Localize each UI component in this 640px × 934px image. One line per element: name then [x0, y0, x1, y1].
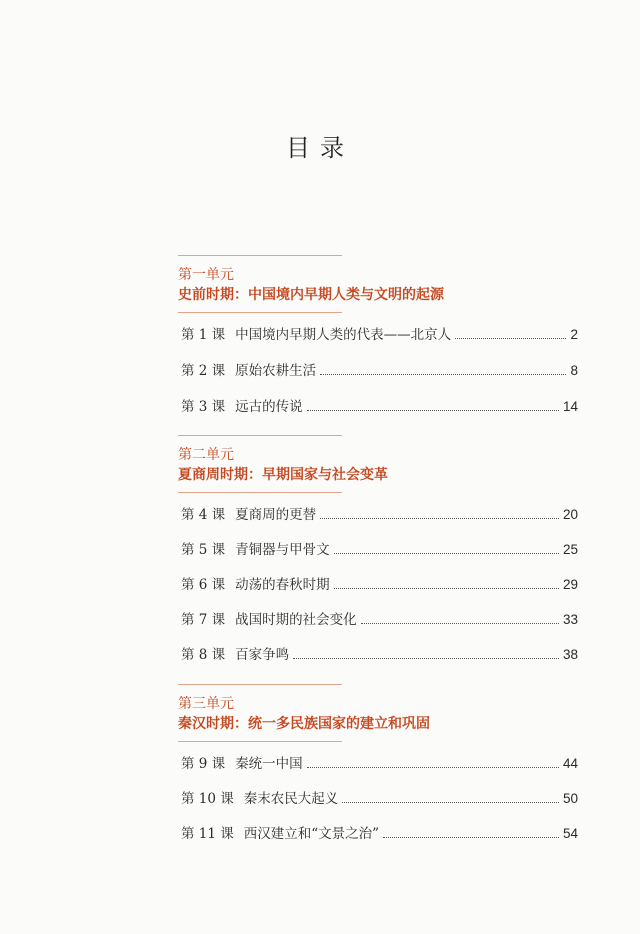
- page-number: 44: [562, 756, 578, 771]
- page-number: 38: [562, 647, 578, 662]
- dot-leader: [320, 518, 559, 519]
- unit-header: [178, 684, 578, 742]
- lesson-title: 西汉建立和“文景之治”: [243, 826, 380, 842]
- lesson-title: 夏商周的更替: [235, 507, 317, 523]
- lesson-number: 第 2 课: [181, 363, 226, 379]
- page-title: 目录: [286, 134, 354, 162]
- lesson-number: 第 1 课: [181, 327, 226, 343]
- toc-entry[interactable]: [181, 574, 578, 594]
- lesson-title: 中国境内早期人类的代表——北京人: [235, 327, 452, 343]
- unit-divider: [178, 741, 342, 742]
- unit-divider: [178, 255, 342, 256]
- page-number: 50: [562, 791, 578, 806]
- unit-number: 第三单元: [178, 696, 234, 712]
- dot-leader: [334, 553, 559, 554]
- unit-header: [178, 435, 578, 493]
- lesson-number: 第 7 课: [181, 612, 226, 628]
- page-number: 20: [562, 507, 578, 522]
- toc-entry[interactable]: [181, 823, 578, 843]
- toc-entry[interactable]: [181, 324, 578, 344]
- unit-number: 第一单元: [178, 267, 234, 283]
- lesson-title: 秦末农民大起义: [243, 791, 339, 807]
- page-number: 14: [562, 399, 578, 414]
- dot-leader: [293, 658, 559, 659]
- lesson-title: 秦统一中国: [235, 756, 303, 772]
- page-number: 25: [562, 542, 578, 557]
- dot-leader: [307, 767, 559, 768]
- toc-entry[interactable]: [181, 644, 578, 664]
- unit-header: [178, 255, 578, 313]
- toc-entry[interactable]: [181, 788, 578, 808]
- lesson-title: 百家争鸣: [235, 647, 290, 663]
- dot-leader: [383, 837, 559, 838]
- lesson-number: 第 5 课: [181, 542, 226, 558]
- page-number: 29: [562, 577, 578, 592]
- unit-title: 史前时期：中国境内早期人类与文明的起源: [178, 287, 444, 303]
- unit-divider: [178, 435, 342, 436]
- lesson-number: 第 11 课: [181, 826, 234, 842]
- toc-entry[interactable]: [181, 504, 578, 524]
- page-number: 2: [570, 327, 578, 342]
- toc-entry[interactable]: [181, 609, 578, 629]
- unit-title: 夏商周时期：早期国家与社会变革: [178, 467, 388, 483]
- unit-title: 秦汉时期：统一多民族国家的建立和巩固: [178, 716, 430, 732]
- lesson-number: 第 4 课: [181, 507, 226, 523]
- dot-leader: [307, 410, 559, 411]
- lesson-title: 战国时期的社会变化: [235, 612, 357, 628]
- lesson-number: 第 10 课: [181, 791, 234, 807]
- lesson-number: 第 6 课: [181, 577, 226, 593]
- page-number: 8: [570, 363, 578, 378]
- lesson-number: 第 8 课: [181, 647, 226, 663]
- lesson-number: 第 9 课: [181, 756, 226, 772]
- unit-number: 第二单元: [178, 447, 234, 463]
- lesson-number: 第 3 课: [181, 399, 226, 415]
- dot-leader: [361, 623, 559, 624]
- dot-leader: [342, 802, 559, 803]
- page-number: 54: [562, 826, 578, 841]
- lesson-title: 远古的传说: [235, 399, 303, 415]
- lesson-title: 动荡的春秋时期: [235, 577, 330, 593]
- unit-divider: [178, 684, 342, 685]
- toc-entry[interactable]: [181, 360, 578, 380]
- dot-leader: [320, 374, 566, 375]
- dot-leader: [334, 588, 559, 589]
- page-number: 33: [562, 612, 578, 627]
- dot-leader: [455, 338, 566, 339]
- lesson-title: 青铜器与甲骨文: [235, 542, 330, 558]
- unit-divider: [178, 492, 342, 493]
- toc-entry[interactable]: [181, 753, 578, 773]
- toc-entry[interactable]: [181, 396, 578, 416]
- lesson-title: 原始农耕生活: [235, 363, 317, 379]
- toc-entry[interactable]: [181, 539, 578, 559]
- unit-divider: [178, 312, 342, 313]
